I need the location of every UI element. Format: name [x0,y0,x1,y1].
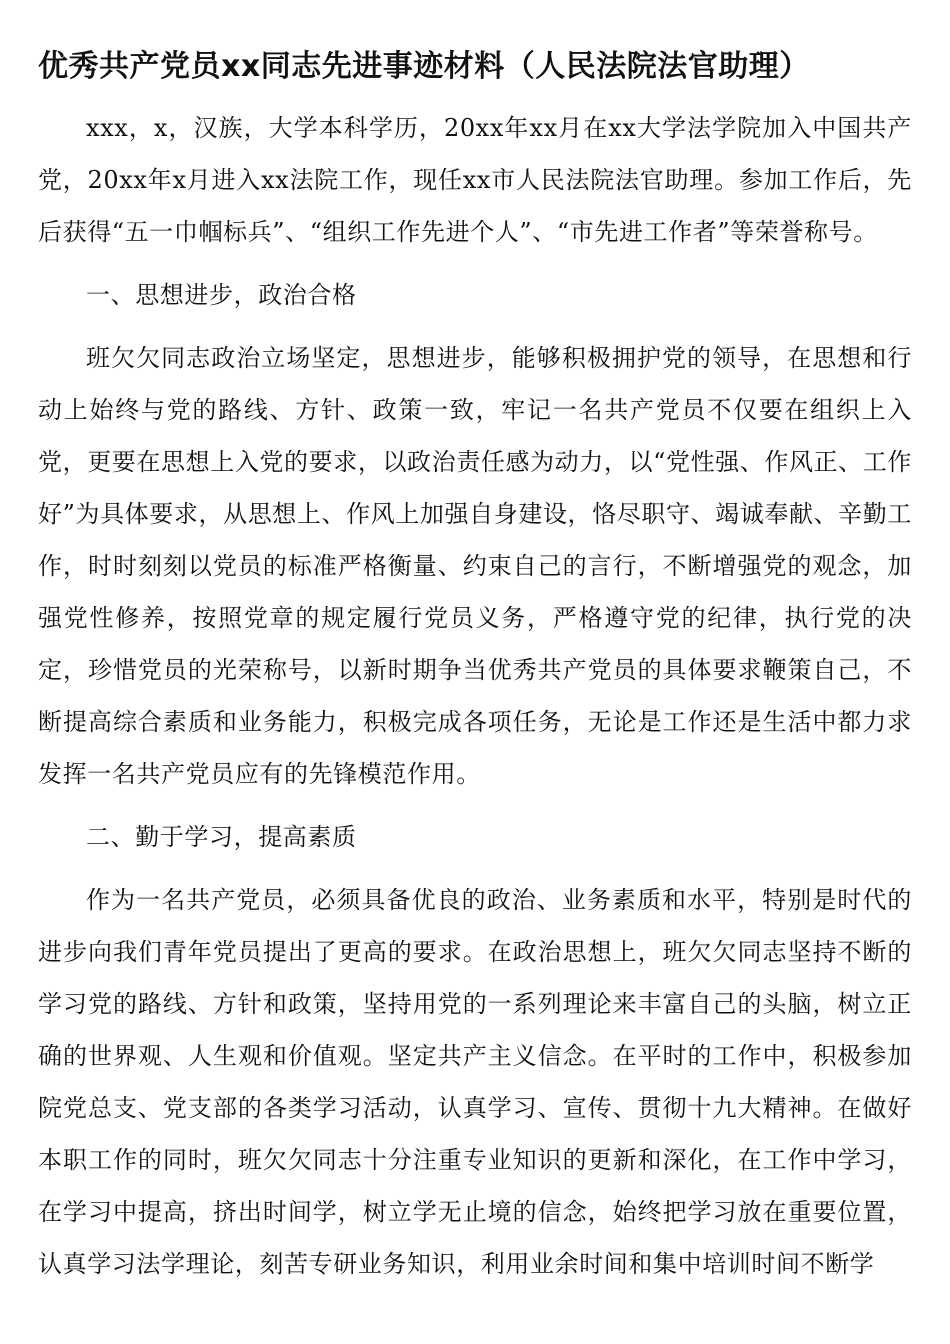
intro-paragraph: xxx，x，汉族，大学本科学历，20xx年xx月在xx大学法学院加入中国共产党，20xx年x月进入xx法院工作，现任xx市人民法院法官助理。参加工作后，先后获得“五一巾帼标兵”、“组织工作先进个人”、“市先进工作者”等荣誉称号。 [38,114,912,246]
section-1-heading: 一、思想进步，政治合格 [86,281,357,309]
section-2-heading: 二、勤于学习，提高素质 [86,823,357,851]
section-2-body: 作为一名共产党员，必须具备优良的政治、业务素质和水平，特别是时代的进步向我们青年党员提出了更高的要求。在政治思想上，班欠欠同志坚持不断的学习党的路线、方针和政策，坚持用党的一系列理论来丰富自己的头脑，树立正确的世界观、人生观和价值观。坚定共产主义信念。在平时的工作中，积极参加院党总支、党支部的各类学习活动，认真学习、宣传、贯彻十九大精神。在做好本职工作的同时，班欠欠同志十分注重专业知识的更新和深化，在工作中学习，在学习中提高，挤出时间学，树立学无止境的信念，始终把学习放在重要位置，认真学习法学理论，刻苦专研业务知识，利用业余时间和集中培训时间不断学 [38,886,912,1278]
document-page [38,40,912,1290]
document-title: 优秀共产党员xx同志先进事迹材料（人民法院法官助理） [38,49,810,84]
section-1-body: 班欠欠同志政治立场坚定，思想进步，能够积极拥护党的领导，在思想和行动上始终与党的路线、方针、政策一致，牢记一名共产党员不仅要在组织上入党，更要在思想上入党的要求，以政治责任感为动力，以“党性强、作风正、工作好”为具体要求，从思想上、作风上加强自身建设，恪尽职守、竭诚奉献、辛勤工作，时时刻刻以党员的标准严格衡量、约束自己的言行，不断增强党的观念，加强党性修养，按照党章的规定履行党员义务，严格遵守党的纪律，执行党的决定，珍惜党员的光荣称号，以新时期争当优秀共产党员的具体要求鞭策自己，不断提高综合素质和业务能力，积极完成各项任务，无论是工作还是生活中都力求发挥一名共产党员应有的先锋模范作用。 [38,344,912,788]
